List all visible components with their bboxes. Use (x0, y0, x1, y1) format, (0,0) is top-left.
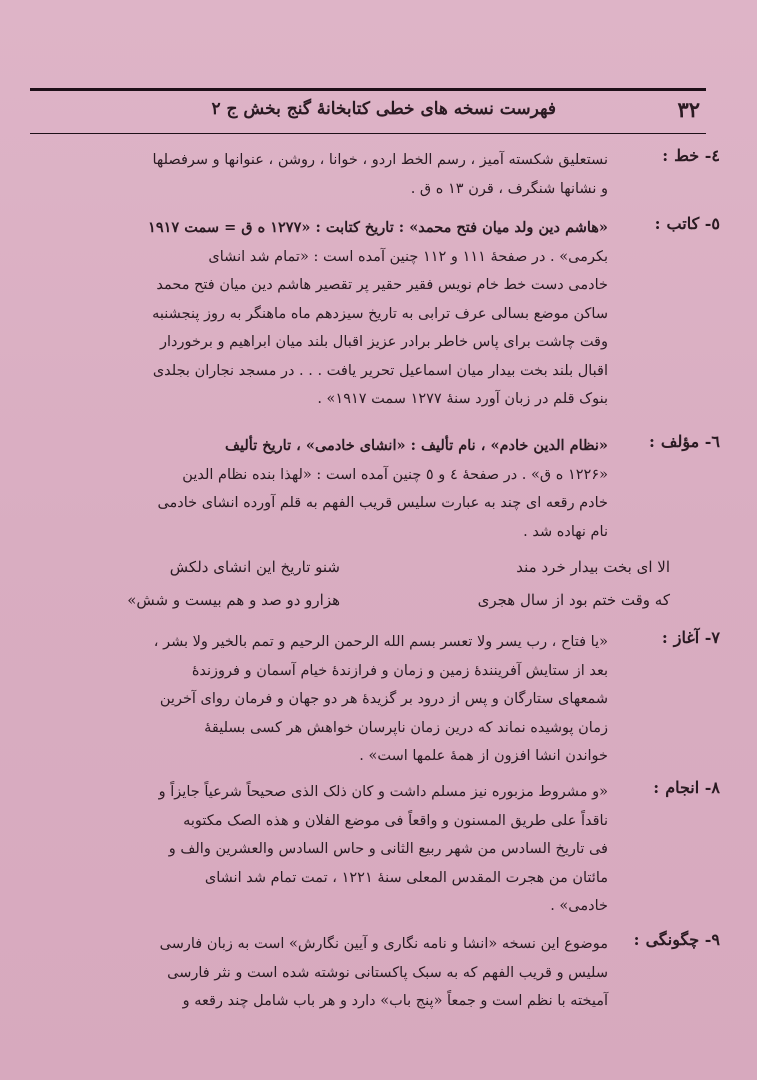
entry-body (30, 214, 608, 414)
text-line: «یا فتاح ، رب یسر ولا تعسر بسم الله الرحمن الرحیم و تمم بالخیر ولا بشر ، (153, 634, 608, 650)
text-line: خادمی دست خط خام نویس فقیر حقیر پر تقصیر هاشم دین میان فتح محمد (156, 277, 608, 293)
entry-scribe (30, 214, 720, 419)
page-number: ۳۲ (677, 97, 700, 122)
entry-label: ٧- آغاز: (661, 628, 720, 647)
text-line: بعد از ستایش آفرینندهٔ زمین و زمان و فرازندهٔ خیام آسمان و فروزندهٔ (191, 662, 608, 679)
entry-label: ٦- مؤلف: (649, 432, 720, 451)
entry-body (30, 146, 608, 203)
hemistich: الا ای بخت بیدار خرد مند (516, 558, 670, 576)
text-line: و نشانها شنگرف ، قرن ۱۳ ه ق . (410, 180, 608, 197)
running-title: فهرست نسخه های خطی کتابخانهٔ گنج بخش ج ۲ (211, 99, 556, 119)
text-line: وقت چاشت برای پاس خاطر برادر عزیز اقبال بلند میان ابراهیم و برخوردار (159, 334, 608, 350)
text-line: خادم رقعه ای چند به عبارت سلیس قریب الفهم به قلم آورده انشای خادمی (157, 495, 608, 511)
text-line: ساکن موضع بسالی عرف ترابی به تاریخ سیزدهم ماه ماهنگر به روز پنجشنبه (152, 305, 608, 322)
text-line: خادمی» . (550, 898, 608, 914)
text-line: «نظام الدین خادم» ، نام تألیف : «انشای خادمی» ، تاریخ تألیف (224, 437, 608, 454)
entry-explicit (30, 778, 720, 928)
verse-line (30, 591, 670, 624)
text-line: سلیس و قریب الفهم که به سبک پاکستانی نوشته شده است و نثر فارسی (167, 964, 608, 981)
text-line: «۱۲۲۶ ه ق» . در صفحهٔ ٤ و ٥ چنین آمده است : «لهذا بنده نظام الدین (182, 466, 608, 483)
hemistich: شنو تاریخ این انشای دلکش (169, 558, 340, 576)
text-line: بکرمی» . در صفحهٔ ۱۱۱ و ۱۱۲ چنین آمده است : «تمام شد انشای (208, 248, 608, 265)
text-line: نام نهاده شد . (523, 523, 608, 540)
entry-body (30, 930, 608, 1016)
text-line: «هاشم دین ولد میان فتح محمد» : تاریخ کتابت : «۱۲۷۷ ه ق = سمت ۱۹۱۷ (148, 219, 608, 236)
hemistich: هزارو دو صد و هم بیست و شش» (127, 591, 340, 609)
page-header (30, 88, 706, 134)
text-line: اقبال بلند بخت بیدار میان اسماعیل تحریر یافت . . . در مسجد نجاران بجلدی (152, 362, 608, 379)
text-line: مائتان من هجرت المقدس المعلی سنهٔ ۱۲۲۱ ، تمت تمام شد انشای (204, 869, 608, 886)
text-line: زمان پوشیده نماند که درین زمان ناپرسان خواهش هر کسی بسلیقهٔ (204, 719, 608, 736)
text-line: موضوع این نسخه «انشا و نامه نگاری و آیین نگارش» است به زبان فارسی (159, 936, 608, 952)
entry-label: ٨- انجام: (653, 778, 720, 797)
hemistich: که وقت ختم بود از سال هجری (477, 591, 670, 609)
entry-author (30, 432, 720, 550)
entry-label: ٥- کاتب: (654, 214, 720, 233)
text-line: فی تاریخ السادس من شهر ربیع الثانی و حاس السادس والعشرین والف و (168, 841, 608, 857)
verse-block (30, 558, 670, 624)
entry-label: ٤- خط: (662, 146, 720, 165)
entry-label: ٩- چگونگی: (633, 930, 720, 949)
text-line: بنوک قلم در زبان آورد سنهٔ ۱۲۷۷ سمت ۱۹۱۷» . (317, 391, 608, 407)
entry-body (30, 628, 608, 771)
entry-incipit (30, 628, 720, 778)
text-line: شمعهای ستارگان و پس از درود بر گزیدهٔ هر دو جهان و فرمان روای آخرین (159, 691, 608, 707)
entry-body (30, 778, 608, 921)
text-line: نستعلیق شکسته آمیز ، رسم الخط اردو ، خوانا ، روشن ، عنوانها و سرفصلها (152, 152, 608, 168)
text-line: خواندن انشا افزون از همهٔ علمها است» . (359, 748, 608, 764)
verse-line (30, 558, 670, 591)
entry-body (30, 432, 608, 546)
text-line: «و مشروط مزبوره نیز مسلم داشت و کان ذلک الذی صحیحاً شرعیاً جایزاً و (158, 784, 608, 800)
entry-description (30, 930, 720, 1022)
entry-script (30, 146, 720, 204)
text-line: آمیخته با نظم است و جمعاً «پنج باب» دارد و هر باب شامل چند رقعه و (182, 993, 608, 1009)
text-line: ناقداً علی طریق المسنون و واقعاً فی موضع الفلان و هذه الصک مکتوبه (183, 812, 608, 829)
